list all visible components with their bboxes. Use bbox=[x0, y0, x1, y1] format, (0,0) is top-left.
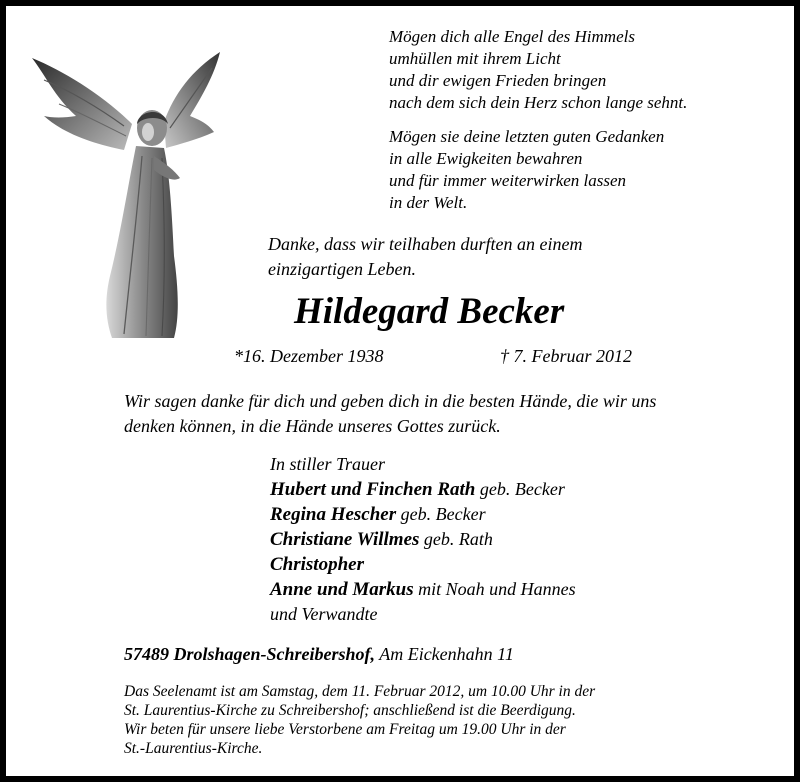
message-line: denken können, in die Hände unseres Gottes zurück. bbox=[124, 416, 501, 436]
note-line: Das Seelenamt ist am Samstag, dem 11. Februar 2012, um 10.00 Uhr in der bbox=[124, 683, 596, 700]
message-line: Wir sagen danke für dich und geben dich in die besten Hände, die wir uns bbox=[124, 391, 657, 411]
mourner-suffix: mit Noah und Hannes bbox=[413, 579, 576, 599]
poem-line: nach dem sich dein Herz schon lange sehnt. bbox=[389, 93, 688, 112]
death-date: † 7. Februar 2012 bbox=[500, 346, 632, 366]
thanks-text bbox=[268, 232, 582, 282]
mourner-row bbox=[270, 552, 576, 577]
mourner-suffix: geb. Becker bbox=[475, 479, 565, 499]
mourner-name: Hubert und Finchen Rath bbox=[270, 479, 476, 500]
mourner-name: Christiane Willmes bbox=[270, 529, 420, 550]
deceased-name: Hildegard Becker bbox=[294, 291, 565, 332]
mourners-outro: und Verwandte bbox=[270, 604, 378, 624]
poem-line: umhüllen mit ihrem Licht bbox=[389, 49, 561, 68]
poem-line: und dir ewigen Frieden bringen bbox=[389, 71, 607, 90]
birth-date: *16. Dezember 1938 bbox=[234, 346, 384, 366]
note-line: St. Laurentius-Kirche zu Schreibershof; anschließend ist die Beerdigung. bbox=[124, 702, 576, 719]
poem-line: in alle Ewigkeiten bewahren bbox=[389, 149, 583, 168]
thanks-line: einzigartigen Leben. bbox=[268, 259, 416, 279]
angel-statue-image bbox=[24, 46, 229, 346]
poem-stanza-1 bbox=[389, 26, 687, 114]
mourners-intro: In stiller Trauer bbox=[270, 454, 386, 474]
service-notes bbox=[124, 682, 595, 758]
poem-line: in der Welt. bbox=[389, 193, 468, 212]
poem-line: Mögen dich alle Engel des Himmels bbox=[389, 27, 635, 46]
mourner-row bbox=[270, 502, 576, 527]
address-city: 57489 Drolshagen-Schreibershof, bbox=[124, 644, 376, 664]
mourners-list bbox=[270, 452, 576, 627]
poem-stanza-2 bbox=[389, 126, 664, 214]
mourner-name: Anne und Markus bbox=[270, 579, 414, 600]
note-line: Wir beten für unsere liebe Verstorbene am Freitag um 19.00 Uhr in der bbox=[124, 721, 566, 738]
mourner-row bbox=[270, 477, 576, 502]
mourner-row bbox=[270, 577, 576, 602]
note-line: St.-Laurentius-Kirche. bbox=[124, 740, 263, 757]
farewell-message bbox=[124, 389, 656, 439]
mourner-row bbox=[270, 527, 576, 552]
mourner-suffix: geb. Becker bbox=[396, 504, 486, 524]
address bbox=[124, 644, 514, 665]
address-street: Am Eickenhahn 11 bbox=[375, 644, 514, 664]
mourner-name: Christopher bbox=[270, 554, 364, 575]
poem-line: Mögen sie deine letzten guten Gedanken bbox=[389, 127, 665, 146]
mourner-suffix: geb. Rath bbox=[419, 529, 493, 549]
thanks-line: Danke, dass wir teilhaben durften an einem bbox=[268, 234, 583, 254]
mourner-name: Regina Hescher bbox=[270, 504, 397, 525]
poem-line: und für immer weiterwirken lassen bbox=[389, 171, 627, 190]
